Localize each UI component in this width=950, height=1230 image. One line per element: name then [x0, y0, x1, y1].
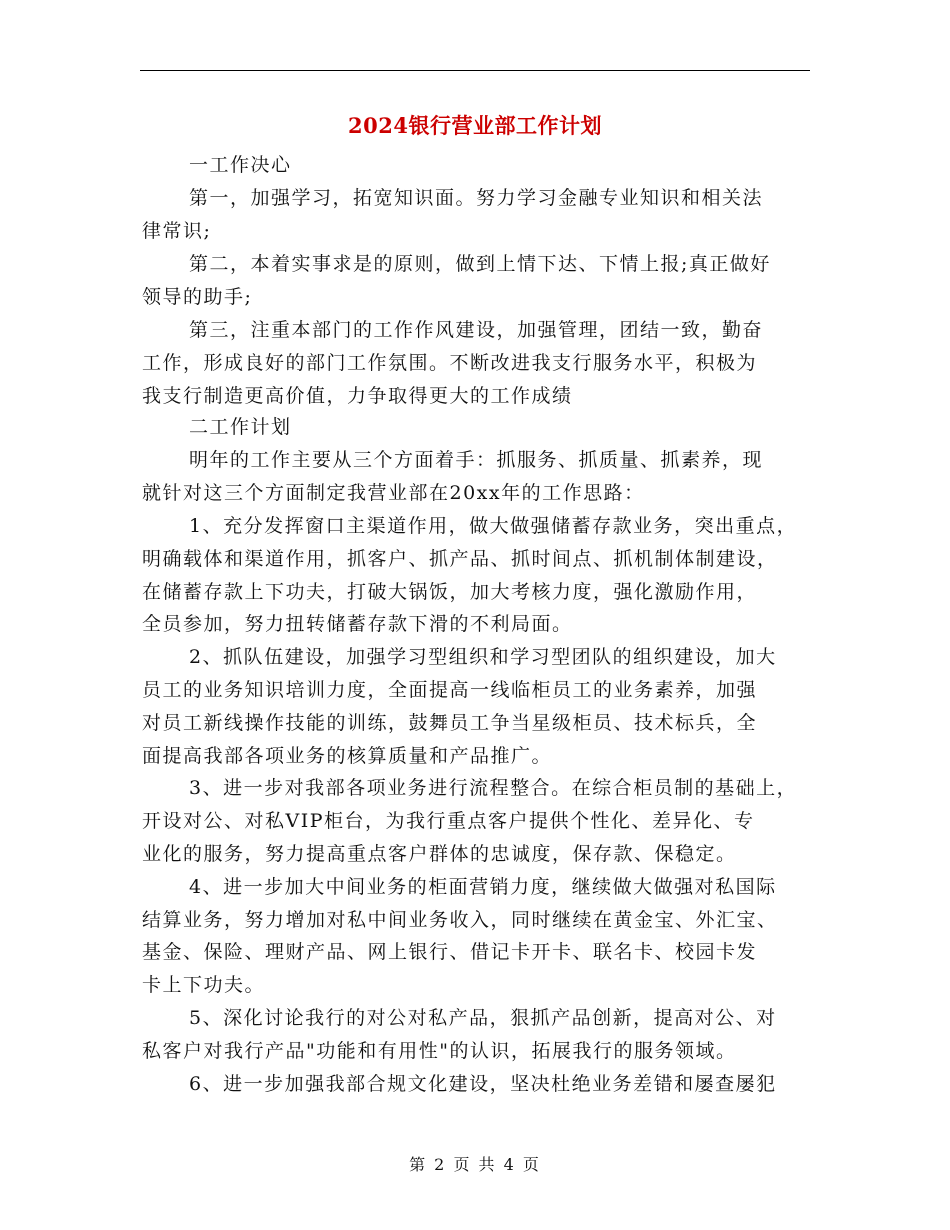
paragraph-line: 3、进一步对我部各项业务进行流程整合。在综合柜员制的基础上， [189, 777, 798, 799]
paragraph-line: 私客户对我行产品"功能和有用性"的认识，拓展我行的服务领域。 [142, 1040, 737, 1062]
paragraph-line: 4、进一步加大中间业务的柜面营销力度，继续做大做强对私国际 [189, 876, 777, 898]
paragraph-line: 全员参加，努力扭转储蓄存款下滑的不利局面。 [142, 613, 573, 635]
paragraph-line: 2、抓队伍建设，加强学习型组织和学习型团队的组织建设，加大 [189, 646, 777, 668]
paragraph-line: 卡上下功夫。 [142, 974, 266, 996]
paragraph-line: 对员工新线操作技能的训练，鼓舞员工争当星级柜员、技术标兵，全 [142, 712, 758, 734]
paragraph-line: 业化的服务，努力提高重点客户群体的忠诚度，保存款、保稳定。 [142, 843, 737, 865]
header-rule [140, 70, 810, 71]
paragraph-line: 律常识; [142, 220, 212, 242]
document-title: 2024银行营业部工作计划 [348, 113, 602, 138]
paragraph-line: 开设对公、对私VIP柜台，为我行重点客户提供个性化、差异化、专 [142, 810, 755, 832]
paragraph-line: 1、充分发挥窗口主渠道作用，做大做强储蓄存款业务，突出重点， [189, 515, 798, 537]
section-heading-1: 一工作决心 [189, 154, 292, 176]
paragraph-line: 在储蓄存款上下功夫，打破大锅饭，加大考核力度，强化激励作用， [142, 581, 758, 603]
page-footer: 第 2 页 共 4 页 [409, 1155, 541, 1174]
paragraph-line: 结算业务，努力增加对私中间业务收入，同时继续在黄金宝、外汇宝、 [142, 909, 778, 931]
paragraph-line: 我支行制造更高价值，力争取得更大的工作成绩 [142, 385, 573, 407]
paragraph-line: 第一，加强学习，拓宽知识面。努力学习金融专业知识和相关法 [189, 187, 764, 209]
paragraph-line: 面提高我部各项业务的核算质量和产品推广。 [142, 745, 553, 767]
paragraph-line: 5、深化讨论我行的对公对私产品，狠抓产品创新，提高对公、对 [189, 1007, 777, 1029]
paragraph-line: 工作，形成良好的部门工作氛围。不断改进我支行服务水平，积极为 [142, 352, 758, 374]
paragraph-line: 明年的工作主要从三个方面着手：抓服务、抓质量、抓素养，现 [189, 449, 764, 471]
paragraph-line: 第三，注重本部门的工作作风建设，加强管理，团结一致，勤奋 [189, 319, 764, 341]
paragraph-line: 领导的助手; [142, 286, 253, 308]
paragraph-line: 第二，本着实事求是的原则，做到上情下达、下情上报;真正做好 [189, 253, 771, 275]
paragraph-line: 就针对这三个方面制定我营业部在20xx年的工作思路： [142, 482, 645, 504]
paragraph-line: 员工的业务知识培训力度，全面提高一线临柜员工的业务素养，加强 [142, 679, 758, 701]
paragraph-line: 明确载体和渠道作用，抓客户、抓产品、抓时间点、抓机制体制建设， [142, 548, 778, 570]
paragraph-line: 基金、保险、理财产品、网上银行、借记卡开卡、联名卡、校园卡发 [142, 941, 758, 963]
paragraph-line: 6、进一步加强我部合规文化建设，坚决杜绝业务差错和屡查屡犯 [189, 1073, 777, 1095]
section-heading-2: 二工作计划 [189, 416, 292, 438]
